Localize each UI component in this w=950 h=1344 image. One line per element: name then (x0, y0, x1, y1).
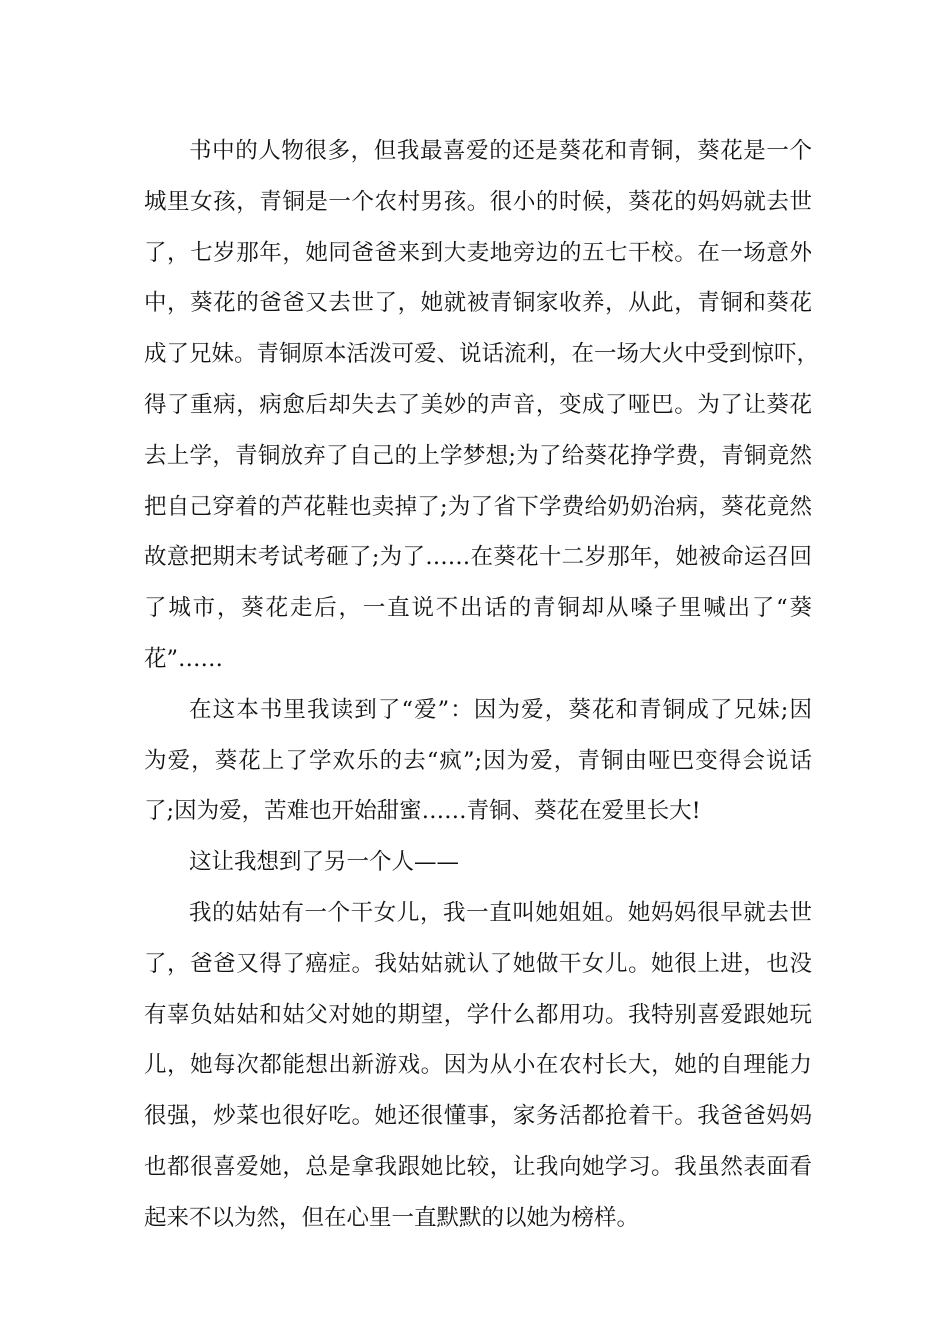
text-line: 花”…… (144, 645, 224, 672)
text-line: 在这本书里我读到了“爱”：因为爱，葵花和青铜成了兄妹;因 (189, 696, 812, 723)
text-line: 去上学，青铜放弃了自己的上学梦想;为了给葵花挣学费，青铜竟然 (144, 442, 812, 469)
text-line: 得了重病，病愈后却失去了美妙的声音，变成了哑巴。为了让葵花 (144, 391, 812, 418)
text-line: 这让我想到了另一个人—— (189, 849, 460, 876)
text-line: 成了兄妹。青铜原本活泼可爱、说话流利，在一场大火中受到惊吓， (144, 341, 820, 368)
text-line: 中，葵花的爸爸又去世了，她就被青铜家收养，从此，青铜和葵花 (144, 290, 812, 317)
text-line: 书中的人物很多，但我最喜爱的还是葵花和青铜，葵花是一个 (189, 138, 812, 164)
text-line: 把自己穿着的芦花鞋也卖掉了;为了省下学费给奶奶治病，葵花竟然 (144, 493, 812, 520)
paragraph (144, 126, 820, 685)
text-line: 为爱，葵花上了学欢乐的去“疯”;因为爱，青铜由哑巴变得会说话 (144, 747, 812, 774)
text-line: 了，七岁那年，她同爸爸来到大麦地旁边的五七干校。在一场意外 (144, 239, 812, 266)
text-line: 起来不以为然，但在心里一直默默的以她为榜样。 (144, 1204, 640, 1231)
text-line: 了;因为爱，苦难也开始甜蜜……青铜、葵花在爱里长大! (144, 798, 701, 825)
text-line: 我的姑姑有一个干女儿，我一直叫她姐姐。她妈妈很早就去世 (189, 899, 812, 926)
paragraph (144, 837, 812, 888)
document-body (144, 126, 820, 1244)
text-line: 也都很喜爱她，总是拿我跟她比较，让我向她学习。我虽然表面看 (144, 1153, 812, 1180)
paragraph (144, 685, 812, 837)
text-line: 故意把期末考试考砸了;为了……在葵花十二岁那年，她被命运召回 (144, 544, 812, 571)
text-line: 了城市，葵花走后，一直说不出话的青铜却从嗓子里喊出了“葵 (144, 595, 812, 622)
paragraph (144, 888, 812, 1244)
text-line: 了，爸爸又得了癌症。我姑姑就认了她做干女儿。她很上进，也没 (144, 950, 812, 977)
text-line: 城里女孩，青铜是一个农村男孩。很小的时候，葵花的妈妈就去世 (144, 188, 812, 215)
text-line: 有辜负姑姑和姑父对她的期望，学什么都用功。我特别喜爱跟她玩 (144, 1001, 812, 1028)
text-line: 很强，炒菜也很好吃。她还很懂事，家务活都抢着干。我爸爸妈妈 (144, 1103, 812, 1130)
text-line: 儿，她每次都能想出新游戏。因为从小在农村长大，她的自理能力 (144, 1052, 812, 1079)
